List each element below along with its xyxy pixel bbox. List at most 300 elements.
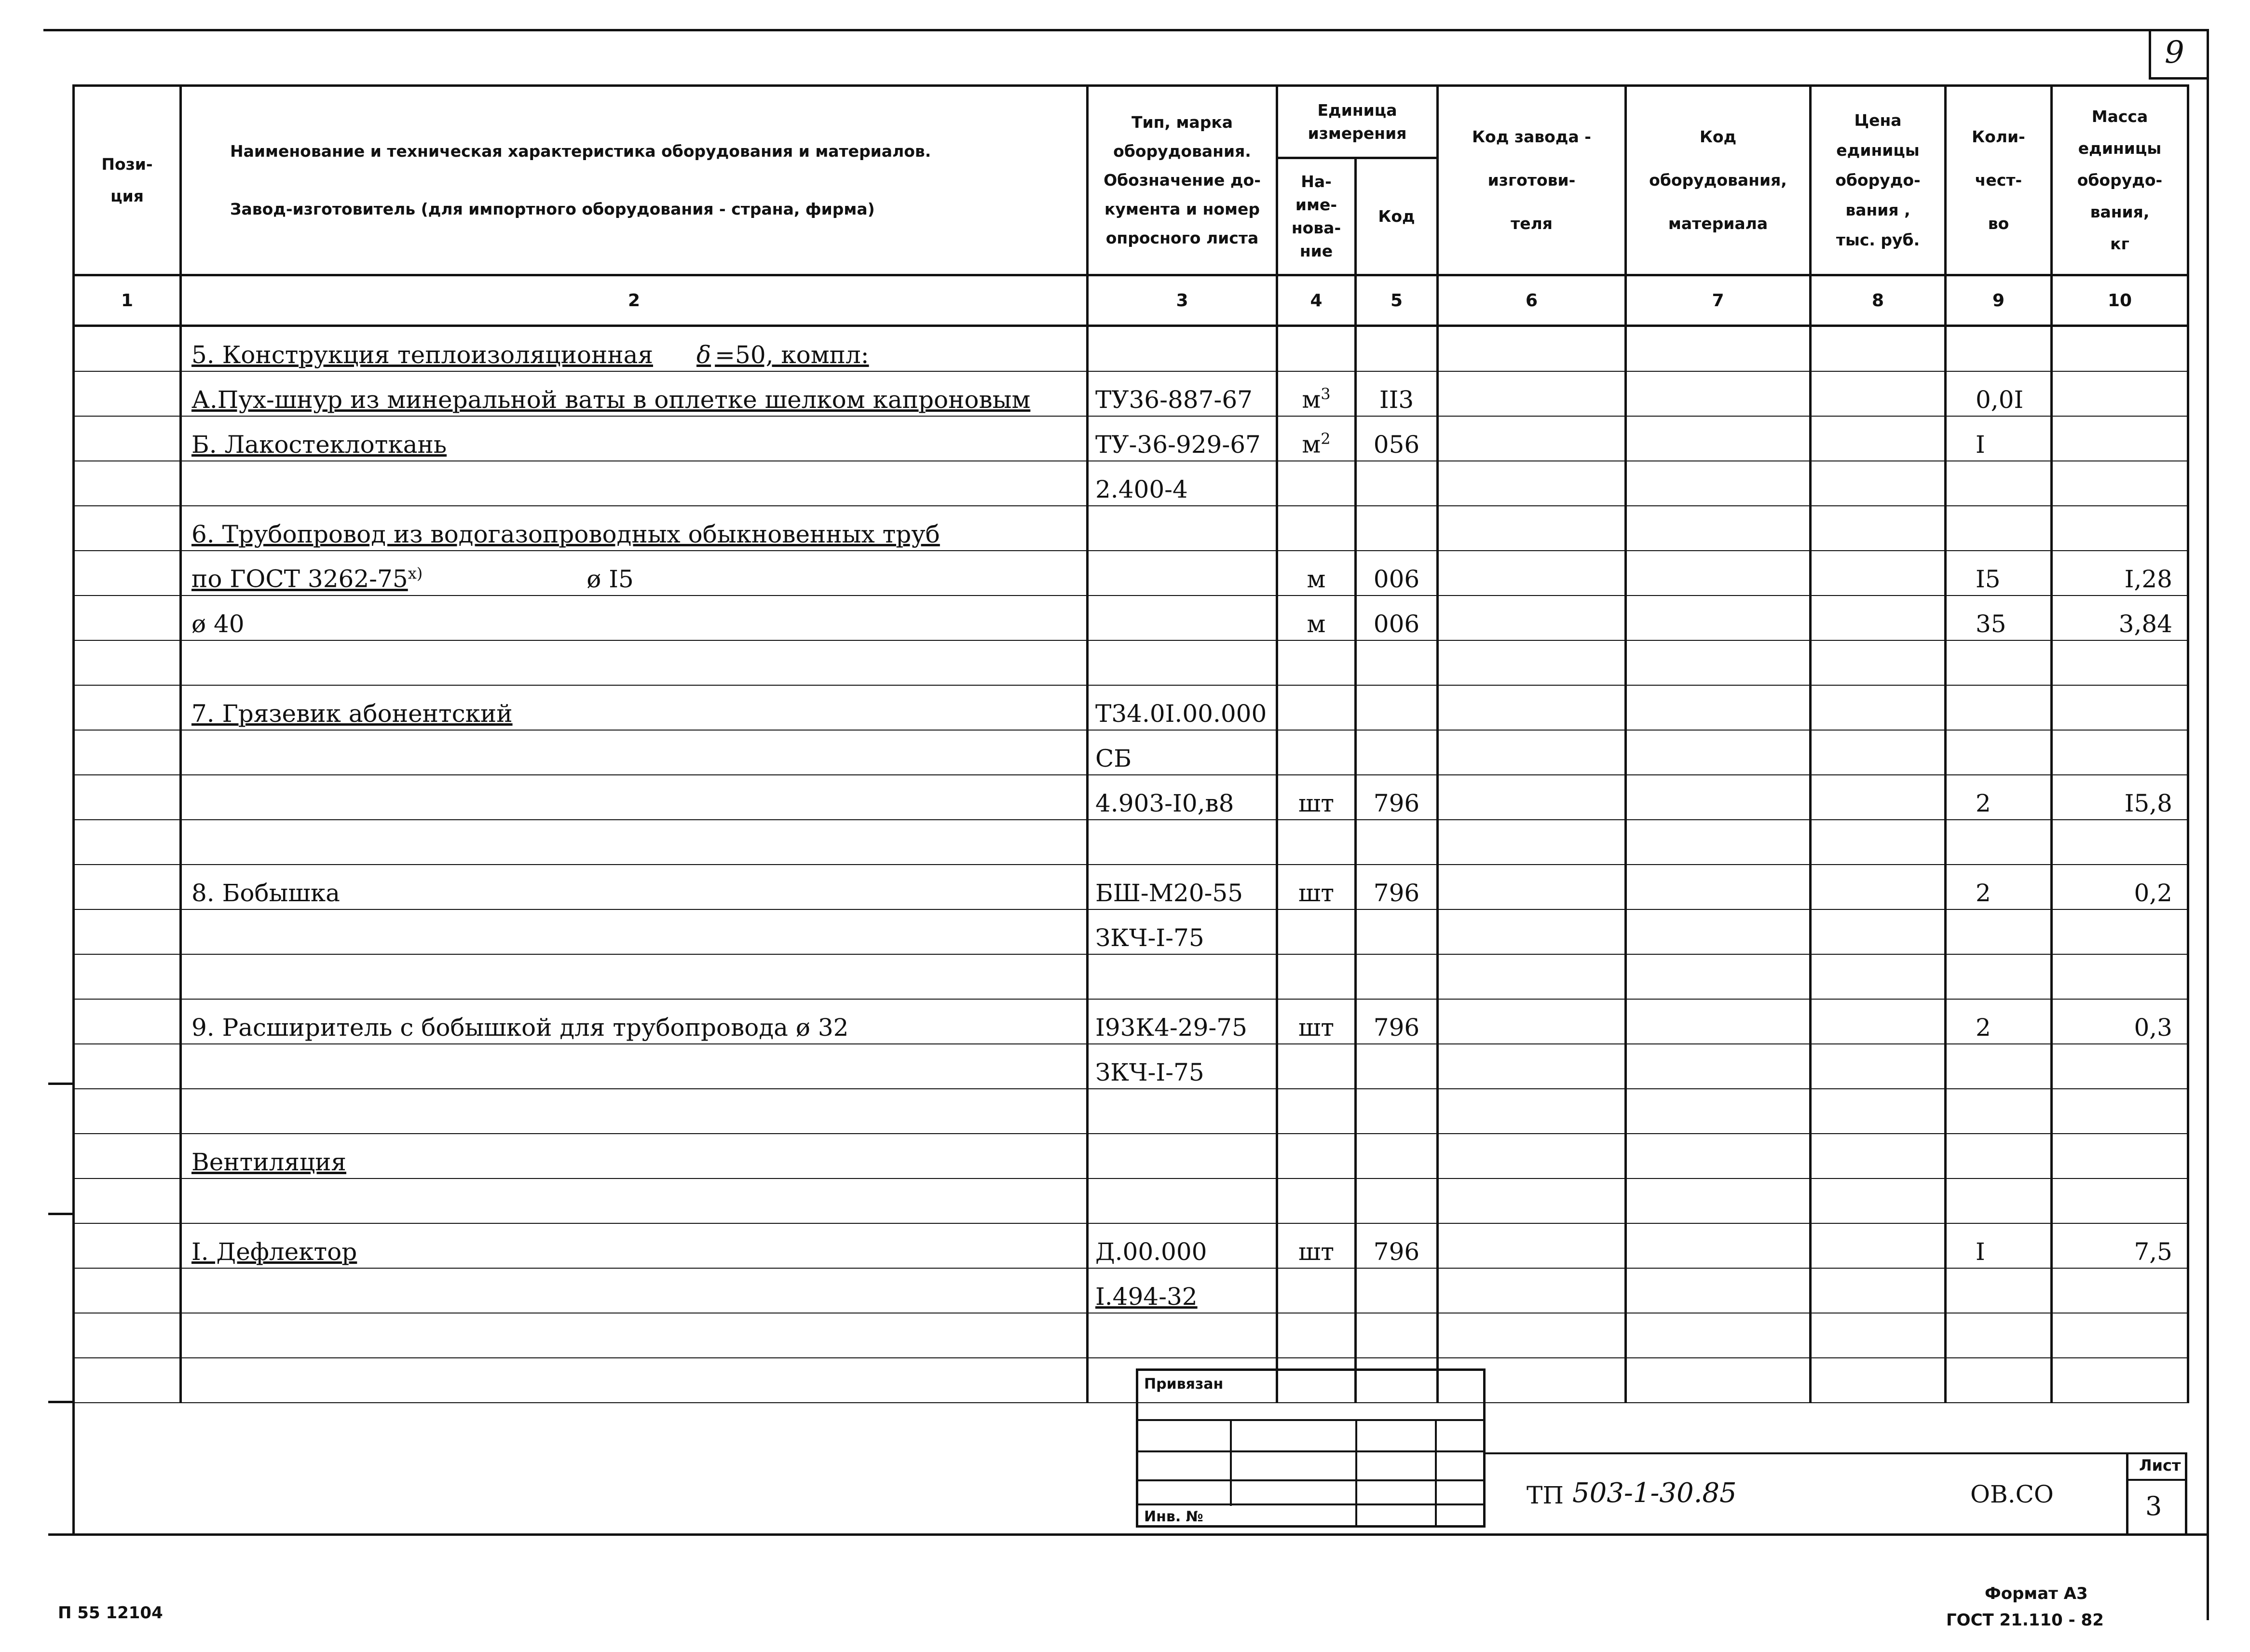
cell-mass: 0,2 — [2052, 865, 2188, 909]
header-text: материала — [1668, 214, 1768, 233]
table-row — [74, 865, 2188, 909]
cell-type: 2.400-4 — [1088, 461, 1277, 506]
table-row — [74, 1313, 2188, 1358]
header-price — [1811, 86, 1946, 275]
cell-quantity — [1946, 1268, 2052, 1313]
cell-code — [1356, 909, 1438, 954]
cell-quantity: I — [1946, 416, 2052, 461]
column-number: 3 — [1088, 275, 1277, 326]
column-number: 8 — [1811, 275, 1946, 326]
cell-factory — [1438, 909, 1626, 954]
cell-equipment-code — [1626, 640, 1811, 685]
cell-factory — [1438, 730, 1626, 775]
cell-equipment-code — [1626, 551, 1811, 596]
header-text: На- — [1301, 172, 1332, 191]
cell-type: БШ-М20-55 — [1088, 865, 1277, 909]
cell-position — [74, 1223, 181, 1268]
cell-type — [1088, 506, 1277, 551]
header-text: вания , — [1845, 201, 1910, 219]
cell-type: ТУ36-887-67 — [1088, 371, 1277, 416]
sheet-box — [2126, 1452, 2187, 1534]
cell-mass — [2052, 909, 2188, 954]
cell-equipment-code — [1626, 1044, 1811, 1089]
table-row — [74, 1134, 2188, 1178]
cell-name — [181, 461, 1088, 506]
cell-type: I93К4-29-75 — [1088, 999, 1277, 1044]
cell-equipment-code — [1626, 865, 1811, 909]
column-number: 10 — [2052, 275, 2188, 326]
table-row — [74, 730, 2188, 775]
cell-name: 6. Трубопровод из водогазопроводных обыкновенных труб — [181, 506, 1088, 551]
cell-price — [1811, 596, 1946, 640]
header-text: Код — [1699, 127, 1737, 146]
header-text: чест- — [1975, 171, 2022, 190]
cell-price — [1811, 1358, 1946, 1403]
page-number-box — [2149, 29, 2209, 80]
cell-unit — [1277, 1268, 1356, 1313]
cell-code — [1356, 326, 1438, 372]
cell-code — [1356, 1089, 1438, 1134]
cell-name — [181, 909, 1088, 954]
header-text: оборудо- — [1835, 171, 1921, 190]
cell-price — [1811, 506, 1946, 551]
unit-superscript: 3 — [1321, 385, 1331, 404]
right-border-line — [2207, 29, 2209, 1620]
bottom-border-line — [48, 1533, 2209, 1536]
cell-unit — [1277, 461, 1356, 506]
cell-equipment-code — [1626, 1313, 1811, 1358]
table-row — [74, 1178, 2188, 1223]
cell-code: 056 — [1356, 416, 1438, 461]
cell-mass — [2052, 640, 2188, 685]
cell-price — [1811, 1223, 1946, 1268]
cell-equipment-code — [1626, 909, 1811, 954]
cell-quantity: 2 — [1946, 865, 2052, 909]
cell-price — [1811, 685, 1946, 730]
cell-position — [74, 775, 181, 820]
header-equipment-code — [1626, 86, 1811, 275]
cell-position — [74, 1178, 181, 1223]
cell-type — [1088, 1313, 1277, 1358]
table-row — [74, 1358, 2188, 1403]
header-text: измерения — [1308, 123, 1407, 143]
cell-quantity — [1946, 1178, 2052, 1223]
cell-code — [1356, 640, 1438, 685]
cell-mass: I,28 — [2052, 551, 2188, 596]
cell-mass — [2052, 1134, 2188, 1178]
unit-text: м — [1302, 386, 1321, 414]
cell-name: Б. Лакостеклоткань — [181, 416, 1088, 461]
cell-mass: 0,3 — [2052, 999, 2188, 1044]
cell-mass — [2052, 1313, 2188, 1358]
cell-type: СБ — [1088, 730, 1277, 775]
cell-factory — [1438, 1134, 1626, 1178]
table-row — [74, 820, 2188, 865]
cell-equipment-code — [1626, 506, 1811, 551]
cell-factory — [1438, 1178, 1626, 1223]
cell-factory — [1438, 775, 1626, 820]
cell-mass: I5,8 — [2052, 775, 2188, 820]
cell-unit — [1277, 506, 1356, 551]
bound-label: Привязан — [1144, 1376, 1224, 1393]
cell-price — [1811, 1313, 1946, 1358]
cell-price — [1811, 1089, 1946, 1134]
cell-unit — [1277, 730, 1356, 775]
table-row — [74, 999, 2188, 1044]
cell-factory — [1438, 1044, 1626, 1089]
cell-quantity — [1946, 1134, 2052, 1178]
cell-position — [74, 685, 181, 730]
cell-factory — [1438, 1313, 1626, 1358]
column-number: 1 — [74, 275, 181, 326]
cell-name: 7. Грязевик абонентский — [181, 685, 1088, 730]
header-factory-code — [1438, 86, 1626, 275]
cell-price — [1811, 416, 1946, 461]
cell-mass — [2052, 730, 2188, 775]
header-text: тыс. руб. — [1836, 230, 1920, 249]
cell-mass — [2052, 1268, 2188, 1313]
cell-type — [1088, 326, 1277, 372]
cell-price — [1811, 820, 1946, 865]
cell-quantity: 0,0I — [1946, 371, 2052, 416]
cell-unit — [1277, 685, 1356, 730]
cell-equipment-code — [1626, 1268, 1811, 1313]
cell-code — [1356, 685, 1438, 730]
table-row — [74, 596, 2188, 640]
cell-code: 796 — [1356, 999, 1438, 1044]
sheet-number: 3 — [2145, 1491, 2162, 1521]
cell-name: I. Дефлектор — [181, 1223, 1088, 1268]
section-heading: Вентиляция — [181, 1134, 1088, 1178]
cell-position — [74, 506, 181, 551]
cell-type: 4.903-I0,в8 — [1088, 775, 1277, 820]
cell-name — [181, 326, 1088, 372]
cell-factory — [1438, 1268, 1626, 1313]
cell-quantity — [1946, 326, 2052, 372]
cell-price — [1811, 640, 1946, 685]
header-text: оборудования. — [1113, 142, 1251, 161]
cell-price — [1811, 461, 1946, 506]
cell-quantity — [1946, 1089, 2052, 1134]
cell-factory — [1438, 371, 1626, 416]
header-unit-name — [1277, 158, 1356, 275]
header-text: оборудования, — [1649, 171, 1787, 190]
cell-code — [1356, 1178, 1438, 1223]
header-text: име- — [1295, 195, 1337, 214]
cell-code — [1356, 506, 1438, 551]
cell-name: 9. Расширитель с бобышкой для трубопровода ø 32 — [181, 999, 1088, 1044]
cell-position — [74, 1089, 181, 1134]
cell-price — [1811, 954, 1946, 999]
table-row — [74, 1223, 2188, 1268]
cell-unit: м — [1277, 551, 1356, 596]
cell-unit — [1277, 1044, 1356, 1089]
cell-code: 796 — [1356, 865, 1438, 909]
cell-factory — [1438, 506, 1626, 551]
cell-position — [74, 1313, 181, 1358]
cell-price — [1811, 371, 1946, 416]
cell-quantity — [1946, 1358, 2052, 1403]
cell-quantity — [1946, 954, 2052, 999]
cell-unit — [1277, 1134, 1356, 1178]
margin-tick — [48, 1083, 75, 1085]
cell-quantity — [1946, 909, 2052, 954]
standard-label: ГОСТ 21.110 - 82 — [1946, 1611, 2104, 1630]
header-text: ция — [110, 187, 144, 205]
cell-position — [74, 954, 181, 999]
column-number: 9 — [1946, 275, 2052, 326]
footer-left-code: П 55 12104 — [58, 1603, 163, 1623]
table-row — [74, 506, 2188, 551]
cell-mass — [2052, 820, 2188, 865]
cell-unit — [1277, 416, 1356, 461]
table-row — [74, 1268, 2188, 1313]
header-text: Цена — [1854, 111, 1902, 130]
cell-position — [74, 596, 181, 640]
cell-position — [74, 1358, 181, 1403]
cell-code: II3 — [1356, 371, 1438, 416]
header-text: изготови- — [1487, 171, 1576, 190]
cell-code — [1356, 1044, 1438, 1089]
cell-factory — [1438, 416, 1626, 461]
cell-quantity — [1946, 1313, 2052, 1358]
cell-equipment-code — [1626, 1089, 1811, 1134]
table-row — [74, 685, 2188, 730]
cell-quantity — [1946, 640, 2052, 685]
cell-type — [1088, 820, 1277, 865]
cell-price — [1811, 730, 1946, 775]
cell-price — [1811, 551, 1946, 596]
header-text: единицы — [2078, 139, 2162, 158]
header-text: нова- — [1291, 218, 1341, 237]
cell-unit: шт — [1277, 865, 1356, 909]
cell-name — [181, 730, 1088, 775]
cell-position — [74, 1134, 181, 1178]
cell-mass — [2052, 326, 2188, 372]
cell-position — [74, 416, 181, 461]
cell-position — [74, 820, 181, 865]
cell-factory — [1438, 865, 1626, 909]
cell-type — [1088, 640, 1277, 685]
header-text: вания, — [2090, 203, 2150, 221]
header-text: Завод-изготовитель (для импортного оборудования - страна, фирма) — [230, 200, 875, 218]
cell-equipment-code — [1626, 326, 1811, 372]
cell-mass — [2052, 506, 2188, 551]
cell-quantity: 2 — [1946, 775, 2052, 820]
cell-factory — [1438, 820, 1626, 865]
cell-unit — [1277, 640, 1356, 685]
cell-mass — [2052, 954, 2188, 999]
header-text: оборудо- — [2077, 171, 2163, 190]
header-text: Масса — [2091, 107, 2148, 126]
header-text: кумента и номер — [1104, 200, 1260, 218]
cell-code — [1356, 730, 1438, 775]
table-row — [74, 1044, 2188, 1089]
top-border-line — [43, 29, 2209, 31]
table-row — [74, 1089, 2188, 1134]
format-label: Формат А3 — [1985, 1584, 2088, 1603]
cell-unit: шт — [1277, 999, 1356, 1044]
header-text: во — [1988, 214, 2009, 233]
cell-unit: шт — [1277, 775, 1356, 820]
cell-unit — [1277, 371, 1356, 416]
cell-mass — [2052, 1044, 2188, 1089]
cell-position — [74, 551, 181, 596]
cell-unit: шт — [1277, 1223, 1356, 1268]
cell-code — [1356, 461, 1438, 506]
header-text: Тип, марка — [1132, 113, 1233, 132]
cell-quantity: I5 — [1946, 551, 2052, 596]
cell-quantity — [1946, 685, 2052, 730]
cell-equipment-code — [1626, 1134, 1811, 1178]
header-mass — [2052, 86, 2188, 275]
table-row — [74, 461, 2188, 506]
cell-mass — [2052, 371, 2188, 416]
cell-equipment-code — [1626, 999, 1811, 1044]
cell-name — [181, 1044, 1088, 1089]
cell-quantity: 2 — [1946, 999, 2052, 1044]
cell-factory — [1438, 954, 1626, 999]
cell-unit — [1277, 326, 1356, 372]
margin-tick — [48, 1213, 75, 1215]
cell-position — [74, 1268, 181, 1313]
cell-factory — [1438, 461, 1626, 506]
cell-factory — [1438, 640, 1626, 685]
header-text: Код завода - — [1472, 127, 1591, 146]
header-text: кг — [2110, 234, 2129, 253]
header-position — [74, 86, 181, 275]
cell-type: ТУ-36-929-67 — [1088, 416, 1277, 461]
header-text: Код — [1378, 207, 1415, 226]
cell-quantity — [1946, 1044, 2052, 1089]
cell-position — [74, 326, 181, 372]
cell-equipment-code — [1626, 820, 1811, 865]
cell-code — [1356, 820, 1438, 865]
cell-unit — [1277, 909, 1356, 954]
cell-mass — [2052, 461, 2188, 506]
sheet-label: Лист — [2139, 1456, 2181, 1475]
cell-name: А.Пух-шнур из минеральной ваты в оплетке шелком капроновым — [181, 371, 1088, 416]
cell-type: ЗКЧ-I-75 — [1088, 909, 1277, 954]
cell-mass — [2052, 1358, 2188, 1403]
header-text: Пози- — [101, 155, 153, 174]
item-name-tail: =50, компл: — [715, 341, 869, 369]
header-text: ние — [1299, 242, 1333, 260]
cell-position — [74, 730, 181, 775]
cell-unit — [1277, 820, 1356, 865]
cell-name — [181, 640, 1088, 685]
cell-name — [181, 551, 1088, 596]
cell-quantity — [1946, 820, 2052, 865]
page-number: 9 — [2165, 35, 2184, 70]
table-row — [74, 371, 2188, 416]
cell-mass — [2052, 1089, 2188, 1134]
header-text: опросного листа — [1105, 229, 1259, 247]
cell-equipment-code — [1626, 596, 1811, 640]
cell-type — [1088, 954, 1277, 999]
cell-name — [181, 820, 1088, 865]
cell-position — [74, 999, 181, 1044]
column-number: 5 — [1356, 275, 1438, 326]
cell-price — [1811, 1134, 1946, 1178]
cell-price — [1811, 999, 1946, 1044]
cell-equipment-code — [1626, 1358, 1811, 1403]
cell-factory — [1438, 1089, 1626, 1134]
cell-mass: 3,84 — [2052, 596, 2188, 640]
item-name: 5. Конструкция теплоизоляционная — [191, 341, 654, 369]
cell-code: 006 — [1356, 596, 1438, 640]
table-row — [74, 954, 2188, 999]
cell-name: 8. Бобышка — [181, 865, 1088, 909]
specification-table — [72, 84, 2189, 1403]
cell-type — [1088, 1178, 1277, 1223]
cell-price — [1811, 326, 1946, 372]
cell-quantity — [1946, 461, 2052, 506]
cell-code — [1356, 1313, 1438, 1358]
cell-factory — [1438, 1223, 1626, 1268]
inventory-number-label: Инв. № — [1144, 1508, 1203, 1525]
cell-equipment-code — [1626, 730, 1811, 775]
cell-quantity: 35 — [1946, 596, 2052, 640]
cell-type: ЗКЧ-I-75 — [1088, 1044, 1277, 1089]
column-number: 6 — [1438, 275, 1626, 326]
title-block-top-line — [1483, 1452, 2185, 1454]
cell-equipment-code — [1626, 685, 1811, 730]
cell-factory — [1438, 596, 1626, 640]
cell-price — [1811, 775, 1946, 820]
table-row — [74, 326, 2188, 372]
cell-unit — [1277, 1313, 1356, 1358]
cell-code: 796 — [1356, 1223, 1438, 1268]
cell-equipment-code — [1626, 1178, 1811, 1223]
cell-name — [181, 1358, 1088, 1403]
cell-type — [1088, 551, 1277, 596]
project-prefix: ТП — [1527, 1481, 1564, 1509]
cell-price — [1811, 909, 1946, 954]
header-name — [181, 86, 1088, 275]
header-type — [1088, 86, 1277, 275]
cell-type — [1088, 1089, 1277, 1134]
cell-price — [1811, 1044, 1946, 1089]
cell-code — [1356, 1134, 1438, 1178]
cell-unit — [1277, 1089, 1356, 1134]
cell-unit — [1277, 954, 1356, 999]
header-unit-code — [1356, 158, 1438, 275]
cell-code: 006 — [1356, 551, 1438, 596]
header-text: теля — [1511, 214, 1553, 233]
cell-mass: 7,5 — [2052, 1223, 2188, 1268]
cell-position — [74, 865, 181, 909]
cell-equipment-code — [1626, 416, 1811, 461]
header-text: Единица — [1317, 100, 1397, 120]
cell-position — [74, 640, 181, 685]
column-number: 7 — [1626, 275, 1811, 326]
cell-equipment-code — [1626, 461, 1811, 506]
cell-position — [74, 371, 181, 416]
header-text: Наименование и техническая характеристика оборудования и материалов. — [230, 142, 931, 161]
header-text: Коли- — [1972, 127, 2025, 146]
cell-type: I.494-32 — [1088, 1268, 1277, 1313]
cell-name — [181, 1313, 1088, 1358]
table-row — [74, 909, 2188, 954]
cell-code — [1356, 954, 1438, 999]
unit-superscript: 2 — [1321, 430, 1331, 448]
cell-unit — [1277, 1178, 1356, 1223]
cell-factory — [1438, 326, 1626, 372]
header-text: Обозначение до- — [1104, 171, 1261, 190]
footnote-mark: x) — [408, 564, 423, 583]
cell-mass — [2052, 685, 2188, 730]
